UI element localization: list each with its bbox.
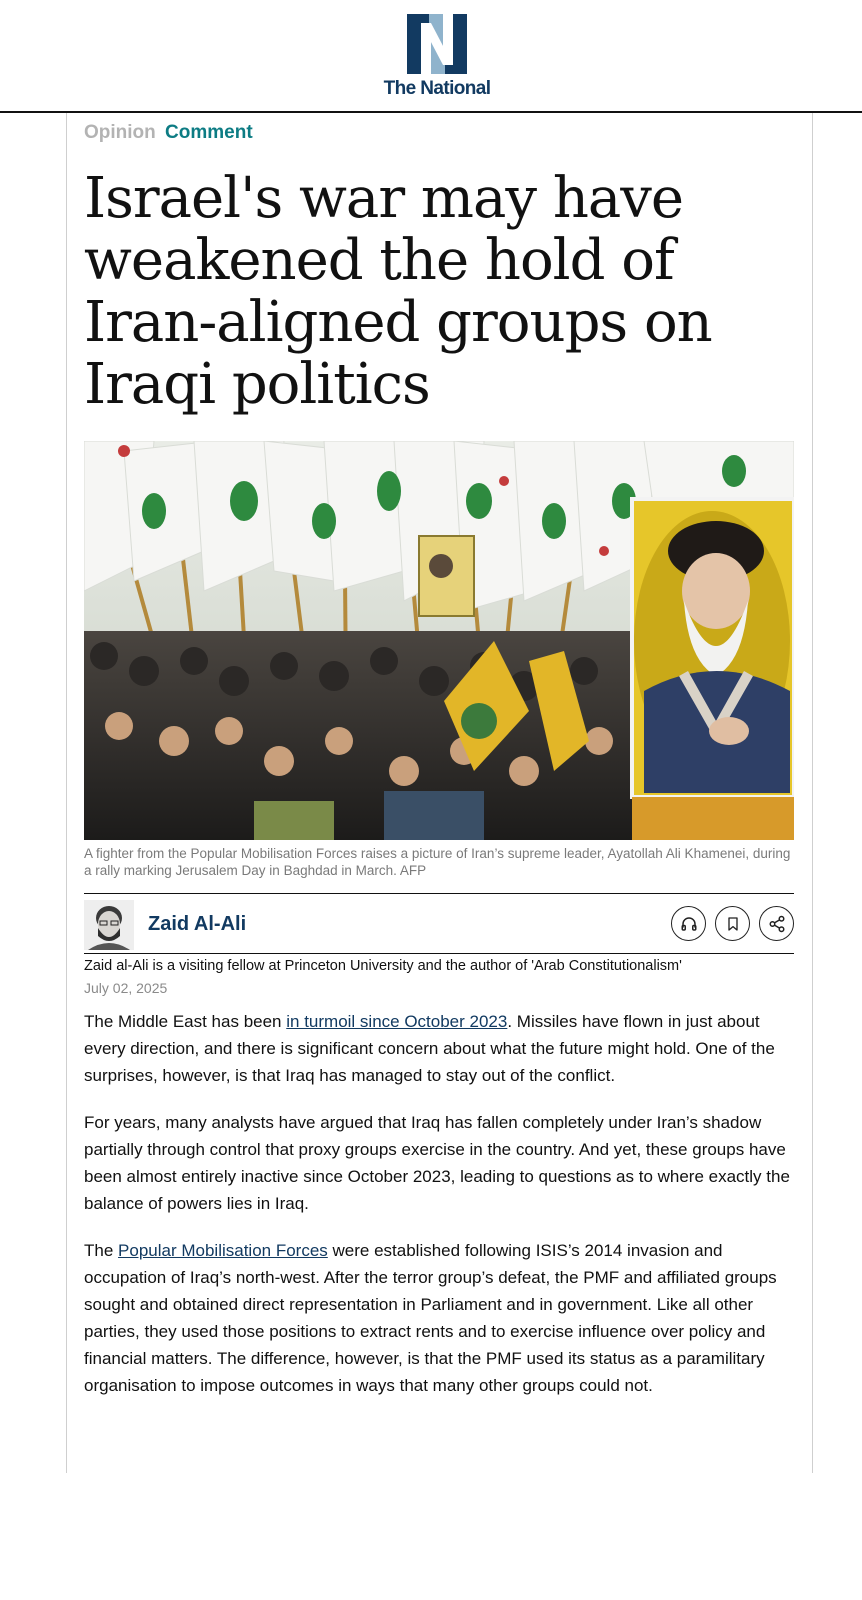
subcategory-link[interactable]: Comment bbox=[165, 122, 253, 143]
page-border-right bbox=[812, 113, 813, 1473]
author-bio: Zaid al-Ali is a visiting fellow at Princeton University and the author of 'Arab Constitutionalism' bbox=[84, 958, 682, 974]
paragraph-1-text-start: The Middle East has been bbox=[84, 1012, 287, 1031]
category-link[interactable]: Opinion bbox=[84, 122, 156, 143]
bookmark-icon bbox=[725, 915, 741, 933]
listen-button[interactable] bbox=[671, 906, 706, 941]
paragraph-3-text-end: were established following ISIS’s 2014 invasion and occupation of Iraq’s north-west. After the terror group’s defeat, the PMF and affiliated groups sought and obtained direct representation in Parliament and in government. Like all other parties, they used those positions to extract rents and to exercise influence over policy and financial matters. The difference, however, is that the PMF used its status as a paramilitary organisation to impose outcomes in ways that many other groups could not. bbox=[84, 1241, 777, 1395]
author-name-link[interactable]: Zaid Al-Ali bbox=[148, 913, 247, 935]
article-hero-image bbox=[84, 441, 794, 840]
logo-text: The National bbox=[383, 78, 491, 99]
paragraph-3 bbox=[84, 1237, 794, 1399]
bookmark-button[interactable] bbox=[715, 906, 750, 941]
share-icon bbox=[768, 915, 786, 933]
article-body bbox=[84, 1008, 794, 1419]
image-caption: A fighter from the Popular Mobilisation Forces raises a picture of Iran’s supreme leader, Ayatollah Ali Khamenei, during a rally marking Jerusalem Day in Baghdad in March. AFP bbox=[84, 846, 791, 878]
author-avatar[interactable] bbox=[84, 900, 134, 950]
headphones-icon bbox=[680, 915, 698, 933]
turmoil-link[interactable]: in turmoil since October 2023 bbox=[286, 1012, 508, 1031]
article-headline: Israel's war may have weakened the hold of Iran-aligned groups on Iraqi politics bbox=[84, 166, 712, 417]
paragraph-3-text-start: The bbox=[84, 1241, 119, 1260]
publish-date: July 02, 2025 bbox=[84, 980, 168, 996]
author-bar bbox=[84, 893, 794, 954]
page-border-left bbox=[66, 113, 67, 1473]
logo-mark-icon bbox=[405, 12, 469, 76]
share-button[interactable] bbox=[759, 906, 794, 941]
site-header bbox=[0, 0, 862, 113]
paragraph-1-text-end: . Missiles have flown in just about every direction, and there is significant concern about what the future might hold. One of the surprises, however, is that Iraq has managed to stay out of the conflict. bbox=[84, 1012, 775, 1085]
paragraph-2: For years, many analysts have argued that Iraq has fallen completely under Iran’s shadow partially through control that proxy groups exercise in the country. And yet, these groups have been almost entirely inactive since October 2023, leading to questions as to where exactly the balance of powers lies in Iraq. bbox=[84, 1113, 790, 1213]
pmf-link[interactable]: Popular Mobilisation Forces bbox=[118, 1241, 328, 1260]
paragraph-1 bbox=[84, 1008, 794, 1089]
site-logo[interactable] bbox=[372, 12, 502, 102]
article-kicker bbox=[84, 122, 253, 144]
